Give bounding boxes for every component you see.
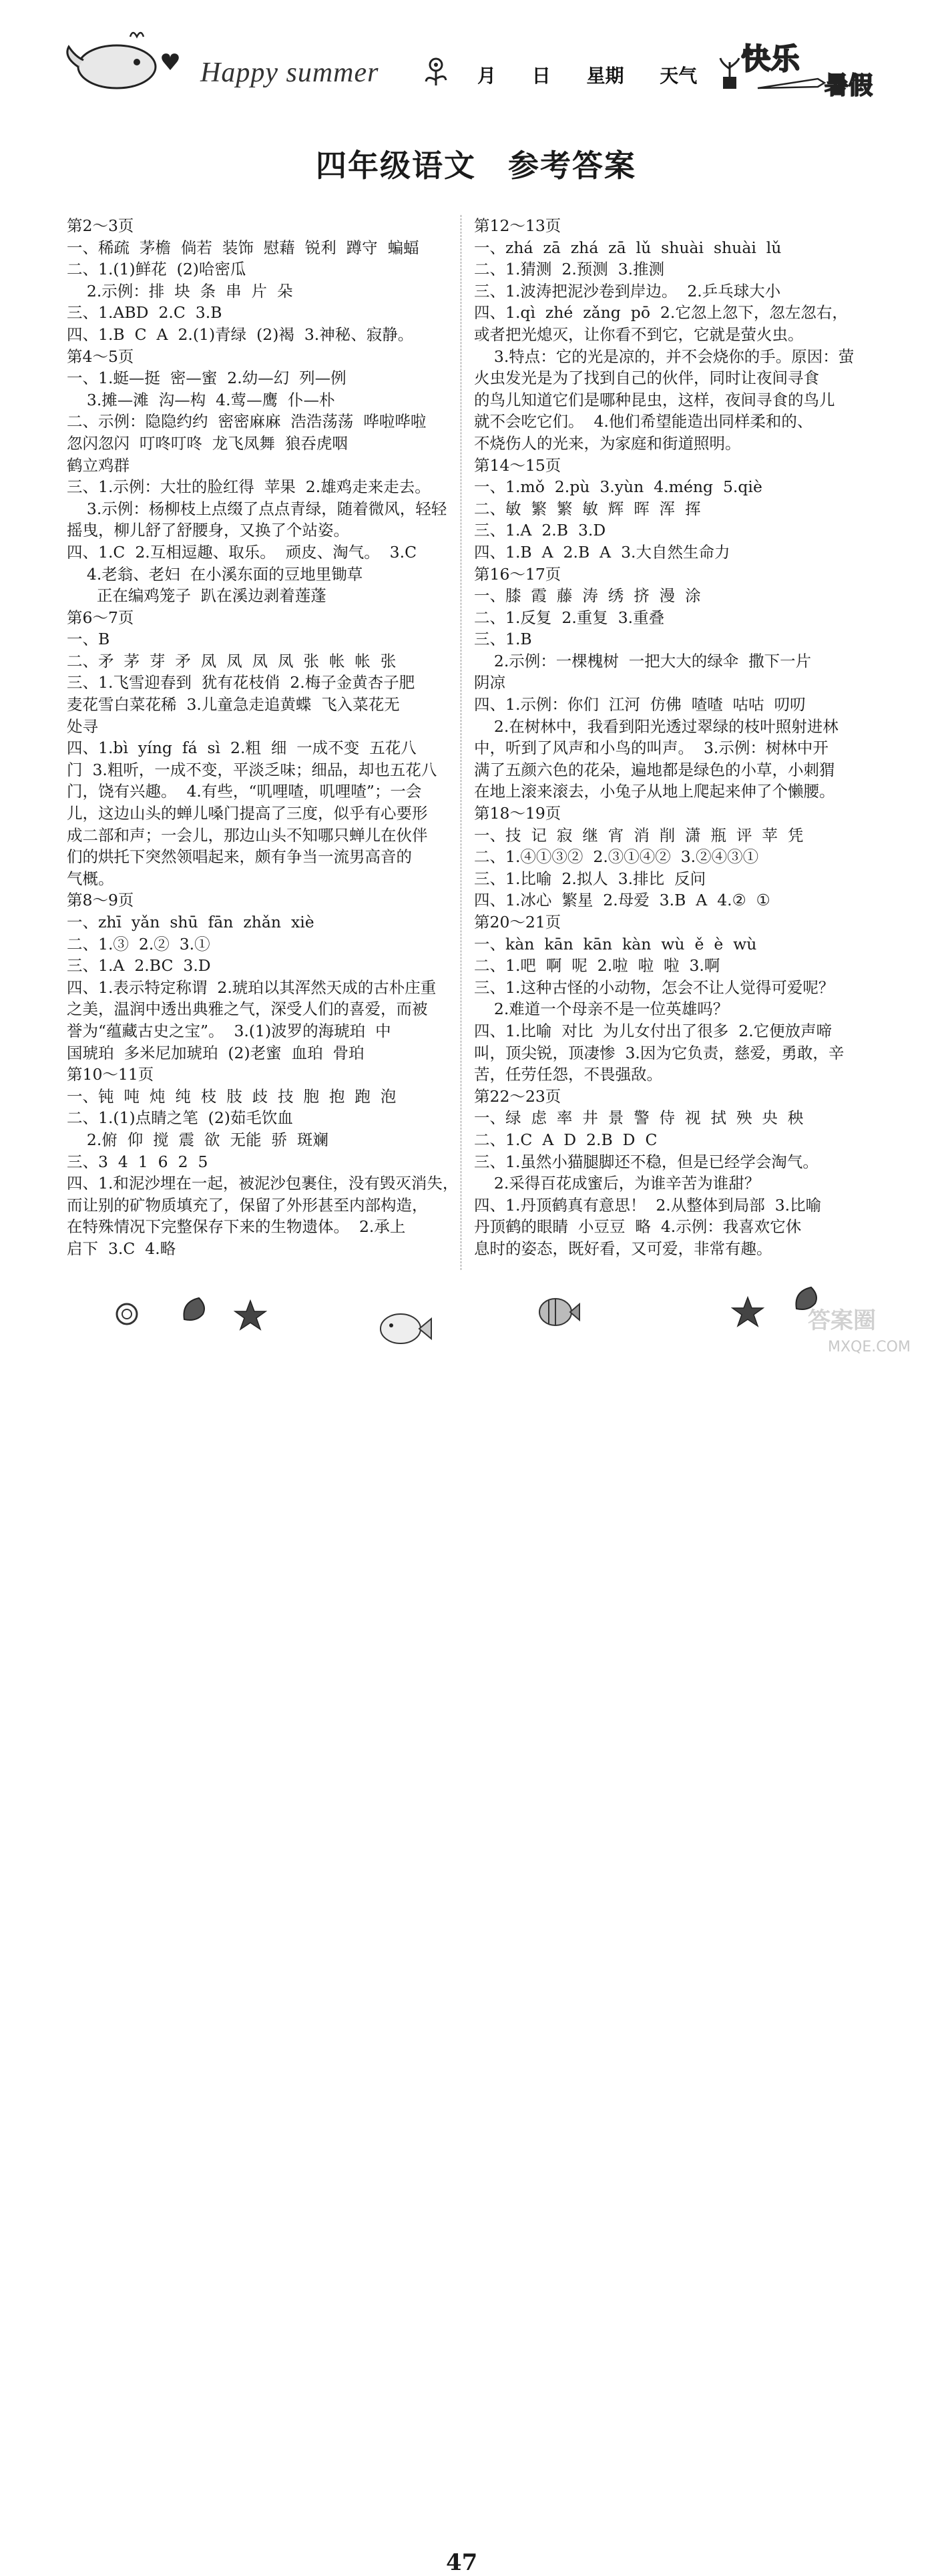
plant-icon bbox=[718, 57, 742, 90]
answer-line: 在地上滚来滚去，小兔子从地上爬起来伸了个懒腰。 bbox=[474, 782, 835, 801]
answer-line: 三、1.A 2.B 3.D bbox=[474, 521, 606, 540]
starfish-icon bbox=[234, 1299, 267, 1332]
answer-line: 三、3 4 1 6 2 5 bbox=[67, 1152, 208, 1171]
answer-line: 第10～11页 bbox=[67, 1065, 154, 1084]
answer-line: 的鸟儿知道它们是哪种昆虫，这样，夜间寻食的鸟儿 bbox=[474, 390, 835, 409]
answer-line: 第20～21页 bbox=[474, 913, 561, 931]
answer-line: 而让别的矿物质填充了，保留了外形甚至内部构造， bbox=[67, 1195, 428, 1215]
answer-line: 四、1.qì zhé zǎng pō 2.它忽上忽下，忽左忽右， bbox=[474, 303, 848, 323]
answer-line: 就不会吃它们。 4.他们希望能造出同样柔和的、 bbox=[474, 412, 813, 431]
answer-line: 二、1.吧 啊 呢 2.啦 啦 啦 3.啊 bbox=[474, 956, 720, 976]
happy-summer-text: Happy summer bbox=[200, 57, 379, 88]
brand-top-text: 快乐 bbox=[741, 42, 800, 76]
answer-line: 二、矛 茅 芽 矛 凤 凤 凤 凤 张 帐 帐 张 bbox=[67, 651, 397, 670]
answer-line: 门，饶有兴趣。 4.有些，“叽哩喳，叽哩喳”；一会 bbox=[67, 782, 422, 801]
answer-line: 二、示例：隐隐约约 密密麻麻 浩浩荡荡 哗啦哗啦 bbox=[67, 412, 427, 431]
answer-line: 第22～23页 bbox=[474, 1086, 561, 1106]
answer-line: 火虫发光是为了找到自己的伙伴，同时让夜间寻食 bbox=[474, 369, 819, 388]
answer-line: 2.采得百花成蜜后，为谁辛苦为谁甜？ bbox=[474, 1174, 760, 1193]
answer-line: 儿，这边山头的蝉儿嗓门提高了三度，似乎有心要形 bbox=[67, 804, 428, 823]
tropical-fish-icon bbox=[534, 1292, 581, 1332]
answer-line: 三、1.A 2.BC 3.D bbox=[67, 956, 211, 976]
answer-line: 三、1.这种古怪的小动物，怎会不让人觉得可爱呢？ bbox=[474, 978, 835, 997]
answer-line: 第12～13页 bbox=[474, 216, 561, 235]
answer-line: 二、1.(1)点睛之笔 (2)茹毛饮血 bbox=[67, 1108, 293, 1128]
answer-line: 满了五颜六色的花朵，遍地都是绿色的小草，小刺猬 bbox=[474, 760, 835, 779]
answer-line: 3.示例：杨柳枝上点缀了点点青绿，随着微风，轻轻 bbox=[67, 499, 447, 518]
answer-line: 三、1.示例：大壮的脸红得 苹果 2.雄鸡走来走去。 bbox=[67, 477, 431, 497]
page-title: 四年级语文 参考答案 bbox=[316, 148, 636, 184]
answer-line: 一、B bbox=[67, 630, 110, 649]
answer-line: 2.示例：一棵槐树 一把大大的绿伞 撒下一片 bbox=[474, 651, 812, 670]
day-label: 日 bbox=[531, 65, 551, 87]
answer-line: 2.在树林中，我看到阳光透过翠绿的枝叶照射进林 bbox=[474, 716, 839, 736]
answer-line: 们的烘托下突然领唱起来，颇有争当一流男高音的 bbox=[67, 847, 412, 867]
answer-line: 麦花雪白菜花稀 3.儿童急走追黄蝶 飞入菜花无 bbox=[67, 695, 400, 714]
answer-line: 二、1.(1)鲜花 (2)哈密瓜 bbox=[67, 260, 246, 279]
month-label: 月 bbox=[477, 65, 497, 87]
answer-line: 一、1.蜓—挺 密—蜜 2.幼—幻 列—例 bbox=[67, 369, 346, 388]
answer-line: 之美，温润中透出典雅之气，深受人们的喜爱，而被 bbox=[67, 1000, 428, 1019]
pencil-icon bbox=[754, 73, 828, 93]
answer-line: 3.摊—滩 沟—构 4.莺—鹰 仆—朴 bbox=[67, 390, 335, 409]
answer-line: 第16～17页 bbox=[474, 564, 561, 584]
answer-line: 第18～19页 bbox=[474, 804, 561, 823]
answer-line: 正在编鸡笼子 趴在溪边剥着莲蓬 bbox=[67, 586, 326, 606]
answer-line: 国琥珀 多米尼加琥珀 (2)老蜜 血珀 骨珀 bbox=[67, 1043, 365, 1062]
date-weather-fields bbox=[477, 61, 726, 88]
answer-line: 启下 3.C 4.略 bbox=[67, 1239, 176, 1258]
answer-line: 一、zhī yǎn shū fān zhǎn xiè bbox=[67, 913, 314, 931]
answer-line: 丹顶鹤的眼睛 小豆豆 略 4.示例：我喜欢它休 bbox=[474, 1217, 802, 1237]
answer-line: 在特殊情况下完整保存下来的生物遗体。 2.承上 bbox=[67, 1217, 406, 1237]
answer-line: 处寻 bbox=[67, 716, 98, 736]
answer-line: 四、1.示例：你们 江河 仿佛 喳喳 咕咕 叨叨 bbox=[474, 695, 806, 714]
answer-line: 4.老翁、老妇 在小溪东面的豆地里锄草 bbox=[67, 564, 363, 584]
brand-bottom-text: 暑假 bbox=[824, 72, 873, 99]
shell-icon bbox=[113, 1301, 140, 1327]
answer-line: 第4～5页 bbox=[67, 347, 134, 366]
answer-line: 四、1.丹顶鹤真有意思！ 2.从整体到局部 3.比喻 bbox=[474, 1195, 822, 1215]
watermark-url: MXQE.COM bbox=[828, 1339, 911, 1355]
answer-line: 一、钝 吨 炖 纯 枝 肢 歧 技 胞 抱 跑 泡 bbox=[67, 1086, 397, 1106]
answer-line: 或者把光熄灭，让你看不到它，它就是萤火虫。 bbox=[474, 325, 804, 344]
answer-line: 三、1.虽然小猫腿脚还不稳，但是已经学会淘气。 bbox=[474, 1152, 818, 1171]
answer-line: 三、1.飞雪迎春到 犹有花枝俏 2.梅子金黄杏子肥 bbox=[67, 673, 415, 692]
answer-line: 三、1.B bbox=[474, 630, 532, 649]
answer-line: 二、敏 繁 繁 敏 辉 晖 浑 挥 bbox=[474, 499, 701, 518]
answer-line: 息时的姿态，既好看，又可爱，非常有趣。 bbox=[474, 1239, 772, 1258]
answer-line: 2.示例：排 块 条 串 片 朵 bbox=[67, 281, 293, 300]
answer-line: 门 3.粗听，一成不变，平淡乏味；细品，却也五花八 bbox=[67, 760, 437, 779]
answer-line: 忽闪忽闪 叮咚叮咚 龙飞凤舞 狼吞虎咽 bbox=[67, 433, 348, 453]
answer-line: 四、1.B C A 2.(1)青绿 (2)褐 3.神秘、寂静。 bbox=[67, 325, 414, 344]
answer-line: 3.特点：它的光是凉的，并不会烧你的手。原因：萤 bbox=[474, 347, 855, 366]
answer-line: 一、绿 虑 率 井 景 警 侍 视 拭 殃 央 秧 bbox=[474, 1108, 804, 1128]
answer-line: 摇曳，柳儿舒了舒腰身，又换了个站姿。 bbox=[67, 521, 349, 540]
weather-label: 天气 bbox=[660, 65, 698, 87]
answer-line: 四、1.表示特定称谓 2.琥珀以其浑然天成的古朴庄重 bbox=[67, 978, 437, 997]
answer-line: 三、1.比喻 2.拟人 3.排比 反问 bbox=[474, 869, 706, 888]
answer-line: 二、1.③ 2.② 3.① bbox=[67, 934, 210, 953]
answer-line: 2.俯 仰 搅 震 欲 无能 骄 斑斓 bbox=[67, 1130, 328, 1149]
answer-line: 一、1.mǒ 2.pù 3.yùn 4.méng 5.qiè bbox=[474, 477, 762, 497]
answer-line: 成二部和声；一会儿，那边山头不知哪只蝉儿在伙伴 bbox=[67, 825, 428, 845]
answer-line: 三、1.波涛把泥沙卷到岸边。 2.乒乓球大小 bbox=[474, 281, 781, 300]
answer-line: 叫，顶尖锐，顶凄惨 3.因为它负责，慈爱，勇敢，辛 bbox=[474, 1043, 845, 1062]
page-number: 47 bbox=[446, 2549, 478, 2576]
answer-line: 第14～15页 bbox=[474, 455, 561, 475]
page-header bbox=[0, 0, 952, 107]
answer-line: 二、1.C A D 2.B D C bbox=[474, 1130, 658, 1149]
answer-line: 三、1.ABD 2.C 3.B bbox=[67, 303, 222, 323]
whale-icon bbox=[63, 30, 190, 93]
answer-line: 四、1.bì yíng fá sì 2.粗 细 一成不变 五花八 bbox=[67, 738, 417, 758]
conch-icon bbox=[179, 1294, 210, 1325]
brand-logo bbox=[741, 35, 881, 99]
answer-line: 第2～3页 bbox=[67, 216, 134, 235]
answer-line: 鹤立鸡群 bbox=[67, 455, 130, 475]
answer-line: 一、kàn kān kān kàn wù ě è wù bbox=[474, 934, 757, 953]
left-column bbox=[67, 215, 494, 1260]
answer-line: 阴凉 bbox=[474, 673, 505, 692]
answer-line: 一、技 记 寂 继 宵 消 削 潇 瓶 评 苹 凭 bbox=[474, 825, 804, 845]
starfish-icon-right bbox=[731, 1295, 764, 1329]
answer-line: 苦，任劳任怨，不畏强敌。 bbox=[474, 1065, 662, 1084]
flower-icon bbox=[419, 55, 453, 88]
answer-line: 一、zhá zā zhá zā lǔ shuài shuài lǔ bbox=[474, 238, 782, 257]
answer-line: 中，听到了风声和小鸟的叫声。 3.示例：树林中开 bbox=[474, 738, 828, 758]
watermark-text: 答案圈 bbox=[808, 1307, 876, 1334]
answer-line: 二、1.猜测 2.预测 3.推测 bbox=[474, 260, 665, 279]
weekday-label: 星期 bbox=[586, 65, 624, 87]
answer-line: 四、1.冰心 繁星 2.母爱 3.B A 4.② ① bbox=[474, 891, 770, 910]
answer-line: 四、1.和泥沙埋在一起，被泥沙包裹住，没有毁灭消失， bbox=[67, 1174, 459, 1193]
answer-line: 一、膝 霞 藤 涛 绣 挤 漫 涂 bbox=[474, 586, 701, 606]
answer-line: 四、1.B A 2.B A 3.大自然生命力 bbox=[474, 542, 730, 562]
answer-line: 二、1.反复 2.重复 3.重叠 bbox=[474, 608, 665, 627]
column-divider bbox=[461, 215, 462, 1270]
answer-line: 第6～7页 bbox=[67, 608, 134, 627]
answer-line: 二、1.④①③② 2.③①④② 3.②④③① bbox=[474, 847, 759, 867]
answer-line: 四、1.比喻 对比 为儿女付出了很多 2.它便放声啼 bbox=[474, 1021, 832, 1040]
answer-line: 第8～9页 bbox=[67, 891, 134, 910]
fish-icon bbox=[374, 1305, 434, 1352]
answer-line: 气概。 bbox=[67, 869, 114, 888]
answer-line: 四、1.C 2.互相逗趣、取乐。 顽皮、淘气。 3.C bbox=[67, 542, 417, 562]
answer-line: 一、稀疏 茅檐 倘若 装饰 慰藉 锐利 蹲守 蝙蝠 bbox=[67, 238, 419, 257]
answer-line: 誉为“蕴藏古史之宝”。 3.(1)波罗的海琥珀 中 bbox=[67, 1021, 391, 1040]
answer-line: 2.难道一个母亲不是一位英雄吗？ bbox=[474, 1000, 729, 1019]
answer-line: 不烧伤人的光来，为家庭和街道照明。 bbox=[474, 433, 741, 453]
right-column bbox=[474, 215, 901, 1260]
